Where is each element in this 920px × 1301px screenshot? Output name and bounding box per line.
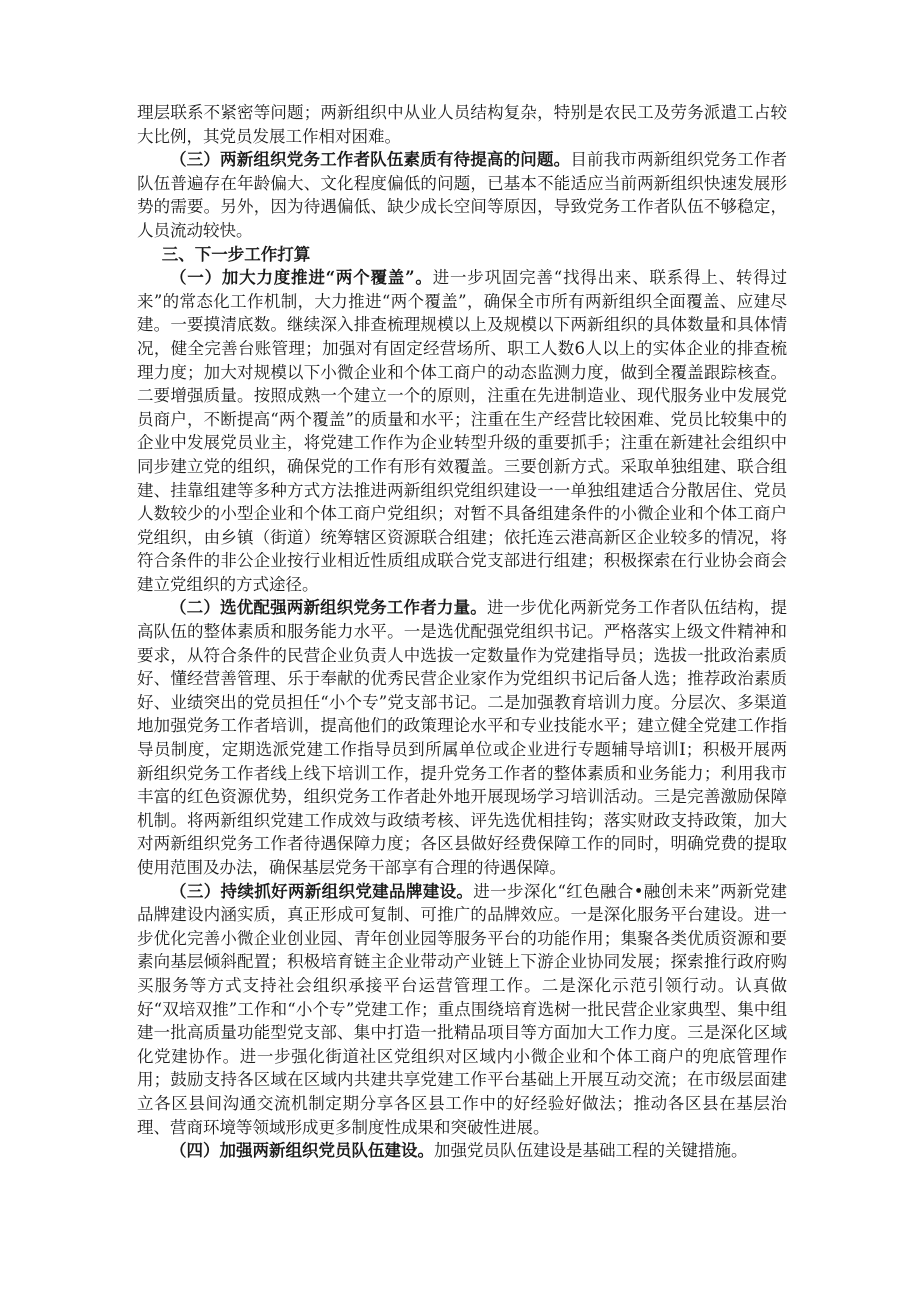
paragraph-lead: （一）加大力度推进“两个覆盖”。 — [170, 268, 433, 288]
paragraph-text: 加强党员队伍建设是基础工程的关键措施。 — [434, 1141, 748, 1161]
paragraph-plan-1 — [137, 266, 787, 596]
paragraph-lead: （三）持续抓好两新组织党建品牌建设。 — [170, 881, 474, 901]
document-page — [137, 101, 787, 1163]
paragraph-plan-2 — [137, 596, 787, 879]
paragraph-continued — [137, 101, 787, 148]
paragraph-plan-3 — [137, 880, 787, 1140]
paragraph-plan-4 — [137, 1139, 787, 1163]
section-heading: 三、下一步工作打算 — [161, 244, 311, 264]
paragraph-text: 目前我市两新组织党务工作者队伍普遍存在年龄偏大、文化程度偏低的问题，已基本不能适应当前两新组织快速发展形势的需要。另外，因为待遇偏低、缺少成长空间等原因，导致党务工作者队伍不够稳定，人员流动较快。 — [137, 150, 788, 240]
paragraph-text: 理层联系不紧密等问题；两新组织中从业人员结构复杂，特别是农民工及劳务派遣工占较大比例，其党员发展工作相对困难。 — [137, 103, 787, 146]
paragraph-lead: （二）选优配强两新组织党务工作者力量。 — [170, 598, 487, 618]
paragraph-lead: （三）两新组织党务工作者队伍素质有待提高的问题。 — [170, 150, 571, 170]
paragraph-lead: （四）加强两新组织党员队伍建设。 — [170, 1141, 434, 1161]
paragraph-text: 进一步巩固完善“找得出来、联系得上、转得过来”的常态化工作机制，大力推进“两个覆盖”，确保全市所有两新组织全面覆盖、应建尽建。一要摸清底数。继续深入排查梳理规模以上及规模以下两新组织的具体数量和具体情况，健全完善台账管理；加强对有固定经营场所、职工人数6人以上的实体企业的排查梳理力度；加大对规模以下小微企业和个体工商户的动态监测力度，做到全覆盖跟踪核查。二要增强质量。按照成熟一个建立一个的原则，注重在先进制造业、现代服务业中发展党员商户，不断提高“两个覆盖”的质量和水平；注重在生产经营比较困难、党员比较集中的企业中发展党员业主，将党建工作作为企业转型升级的重要抓手；注重在新建社会组织中同步建立党的组织，确保党的工作有形有效覆盖。三要创新方式。采取单独组建、联合组建、挂靠组建等多种方式方法推进两新组织党组织建设一一单独组建适合分散居住、党员人数较少的小型企业和个体工商户党组织；对暂不具备组建条件的小微企业和个体工商户党组织，由乡镇（街道）统筹辖区资源联合组建；依托连云港高新区企业较多的情况，将符合条件的非公企业按行业相近性质组成联合党支部进行组建；积极探索在行业协会商会建立党组织的方式途径。 — [137, 268, 787, 594]
paragraph-problem-3 — [137, 148, 787, 242]
paragraph-text: 进一步深化“红色融合•融创未来”两新党建品牌建设内涵实质，真正形成可复制、可推广的品牌效应。一是深化服务平台建设。进一步优化完善小微企业创业园、青年创业园等服务平台的功能作用；集聚各类优质资源和要素向基层倾斜配置；积极培育链主企业带动产业链上下游企业协同发展；探索推行政府购买服务等方式支持社会组织承接平台运营管理工作。二是深化示范引领行动。认真做好“双培双推”工作和“小个专”党建工作；重点围绕培育选树一批民营企业家典型、集中组建一批高质量功能型党支部、集中打造一批精品项目等方面加大工作力度。三是深化区域化党建协作。进一步强化街道社区党组织对区域内小微企业和个体工商户的兜底管理作用；鼓励支持各区域在区域内共建共享党建工作平台基础上开展互动交流；在市级层面建立各区县间沟通交流机制定期分享各区县工作中的好经验好做法；推动各区县在基层治理、营商环境等领域形成更多制度性成果和突破性进展。 — [137, 881, 788, 1137]
paragraph-text: 进一步优化两新党务工作者队伍结构，提高队伍的整体素质和服务能力水平。一是选优配强党组织书记。严格落实上级文件精神和要求，从符合条件的民营企业负责人中选拔一定数量作为党建指导员；选拔一批政治素质好、懂经营善管理、乐于奉献的优秀民营企业家作为党组织书记后备人选；推荐政治素质好、业绩突出的党员担任“小个专”党支部书记。二是加强教育培训力度。分层次、多渠道地加强党务工作者培训，提高他们的政策理论水平和专业技能水平；建立健全党建工作指导员制度，定期选派党建工作指导员到所属单位或企业进行专题辅导培训I；积极开展两新组织党务工作者线上线下培训工作，提升党务工作者的整体素质和业务能力；利用我市丰富的红色资源优势，组织党务工作者赴外地开展现场学习培训活动。三是完善激励保障机制。将两新组织党建工作成效与政绩考核、评先选优相挂钩；落实财政支持政策，加大对两新组织党务工作者待遇保障力度；各区县做好经费保障工作的同时，明确党费的提取使用范围及办法，确保基层党务干部享有合理的待遇保障。 — [137, 598, 788, 877]
